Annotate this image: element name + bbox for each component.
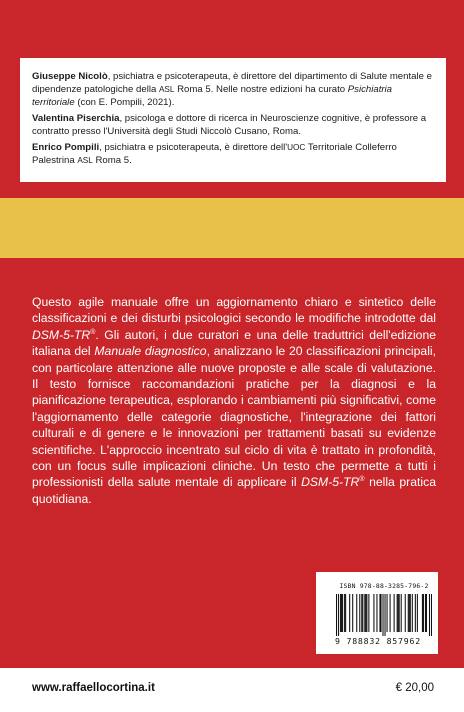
barcode-bar — [340, 594, 341, 632]
author-bio-text: , psichiatra e psicoterapeuta, è direttore dell' — [99, 142, 288, 153]
barcode-bar — [359, 594, 360, 632]
author-bio-abbrev: ASL — [77, 156, 93, 165]
description-text: nella pratica quotidiana. — [32, 475, 436, 506]
barcode-bar — [336, 594, 337, 636]
registered-mark: ® — [359, 476, 365, 484]
book-description — [32, 294, 436, 507]
barcode-bar — [425, 594, 426, 632]
ean-number: 9 788832 857962 — [335, 636, 421, 646]
barcode-bar — [368, 594, 369, 632]
author-bio-nicolo — [32, 70, 436, 109]
description-text: Questo agile manuale offre un aggiornamento chiaro e sintetico delle classificazioni e dei disturbi psicologici secondo le modifiche introdotte dal — [32, 295, 436, 326]
barcode-bar — [385, 594, 386, 636]
author-name: Giuseppe Nicolò — [32, 71, 108, 82]
author-bio-pompili — [32, 141, 436, 167]
barcode-bar — [426, 594, 427, 632]
barcode-bar — [410, 594, 411, 632]
description-text: , analizzano le 20 classificazioni principali, con particolare attenzione alle nuove proposte e alle scale di valutazione. Il testo fornisce raccomandazioni pratiche per la diagnosi e la pianificazione terapeutica, esplorando i cambiamenti più significativi, come l'aggiornamento delle categorie diagnostiche, l'integrazione dei fattori culturali e di genere e le innovazioni per trattamenti basati su evidenze scientifiche. L'approccio incentrato sul ciclo di vita è trattato in profondità, con un focus sulle implicazioni cliniche. Un testo che permette a tutti i professionisti della salute mentale di applicare il — [32, 344, 436, 490]
barcode-bar — [338, 594, 339, 636]
barcode-bar — [399, 594, 400, 632]
barcode-bar — [362, 594, 363, 632]
author-bio-text: (con E. Pompili, 2021). — [74, 97, 175, 108]
author-bios — [32, 70, 436, 170]
barcode-bar — [380, 594, 381, 632]
barcode-bar — [344, 594, 345, 632]
barcode-bar — [361, 594, 362, 632]
barcode-bar — [408, 594, 409, 632]
barcode-bar — [373, 594, 374, 632]
barcode-bar — [342, 594, 343, 632]
barcode-bar — [394, 594, 395, 632]
author-bio-abbrev: ASL — [158, 85, 175, 94]
author-bio-text: Roma 5. Nelle nostre edizioni ha curato — [174, 84, 348, 95]
barcode-bar — [349, 594, 350, 632]
barcode-bar — [387, 594, 388, 632]
registered-mark: ® — [90, 328, 96, 336]
barcode-bar — [365, 594, 366, 632]
barcode-bar — [379, 594, 380, 632]
manual-title: Manuale diagnostico — [94, 344, 207, 359]
author-work-title: Psichiatria territoriale — [32, 84, 393, 108]
barcode-bar — [401, 594, 402, 632]
barcode-bar — [409, 594, 410, 632]
barcode-bar — [382, 594, 383, 636]
barcode-bar — [405, 594, 406, 632]
price: € 20,00 — [395, 682, 434, 694]
barcode-bar — [352, 594, 353, 632]
author-bio-piserchia — [32, 112, 436, 138]
barcode-bar — [423, 594, 424, 632]
dsm-title: DSM-5-TR — [32, 327, 91, 342]
barcode-bar — [429, 594, 430, 636]
barcode-bar — [398, 594, 399, 632]
barcode-bar — [397, 594, 398, 632]
yellow-band — [0, 198, 464, 258]
description-text: . Gli autori, i due curatori e una delle traduttrici dell'edizione italiana del — [32, 327, 436, 359]
author-name: Valentina Piserchia — [32, 113, 120, 124]
barcode-bar — [341, 594, 342, 632]
author-bio-text: Roma 5. — [92, 155, 132, 166]
author-name: Enrico Pompili — [32, 142, 100, 153]
author-bio-text: , psichiatra e psicoterapeuta, è direttore del dipartimento di Salute mentale e dipendenze patologiche della — [32, 71, 432, 95]
barcode-bar — [345, 594, 346, 632]
author-bio-text: Territoriale Colleferro Palestrina — [32, 142, 397, 166]
author-bio-text: , psicologa e dottore di ricerca in Neuroscienze cognitive, è professore a contratto presso l'Università degli Studi Niccolò Cusano, Roma. — [32, 113, 427, 137]
barcode — [336, 594, 432, 636]
barcode-bar — [364, 594, 365, 632]
dsm-title: DSM-5-TR — [301, 475, 360, 490]
barcode-bar — [422, 594, 423, 632]
barcode-bar — [366, 594, 367, 632]
barcode-bar — [356, 594, 357, 632]
barcode-bar — [390, 594, 391, 632]
author-bio-abbrev: UOC — [287, 143, 306, 152]
barcode-bar — [412, 594, 413, 632]
barcode-bar — [376, 594, 377, 632]
isbn-label: ISBN 978-88-3285-796-2 — [339, 582, 429, 590]
barcode-bar — [431, 594, 432, 636]
barcode-bar — [415, 594, 416, 632]
barcode-bar — [417, 594, 418, 632]
publisher-url[interactable]: www.raffaellocortina.it — [32, 682, 155, 694]
